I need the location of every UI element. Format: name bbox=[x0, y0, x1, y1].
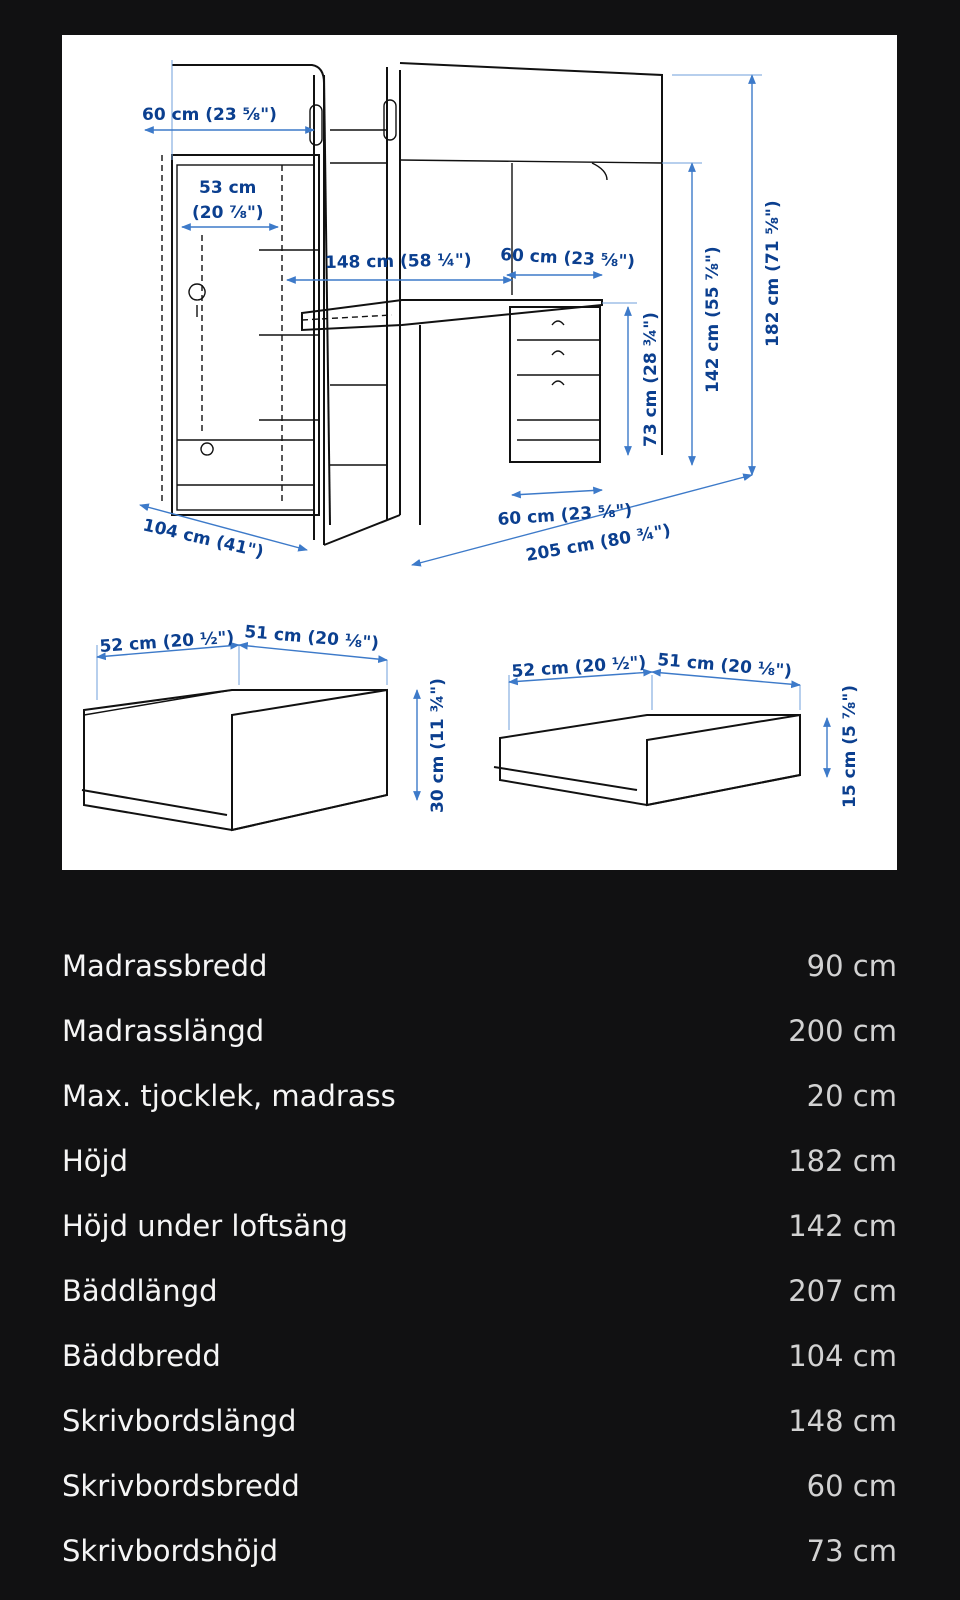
shelf-width-cm-label: 53 cm bbox=[199, 178, 257, 198]
dimension-lines bbox=[140, 60, 762, 565]
spec-value: 207 cm bbox=[788, 1273, 897, 1308]
top-width-label: 60 cm (23 ⅝") bbox=[142, 105, 277, 125]
dimension-labels bbox=[99, 105, 860, 813]
large-drawer-drawing bbox=[82, 645, 417, 830]
specification-list bbox=[62, 933, 897, 1583]
large-drawer-depth-label: 52 cm (20 ½") bbox=[98, 627, 235, 657]
spec-row-height-under-bed bbox=[62, 1193, 897, 1258]
desk-depth-label: 60 cm (23 ⅝") bbox=[496, 500, 633, 530]
spec-value: 200 cm bbox=[788, 1013, 897, 1048]
spec-row-desk-width bbox=[62, 1453, 897, 1518]
dimension-diagram bbox=[62, 35, 897, 870]
small-drawer-drawing bbox=[494, 672, 827, 805]
spec-row-height bbox=[62, 1128, 897, 1193]
spec-label: Bäddlängd bbox=[62, 1273, 218, 1308]
total-height-label: 182 cm (71 ⅝") bbox=[763, 200, 783, 347]
spec-label: Höjd under loftsäng bbox=[62, 1208, 348, 1243]
spec-value: 20 cm bbox=[806, 1078, 897, 1113]
total-length-label: 205 cm (80 ¾") bbox=[524, 520, 673, 566]
spec-row-mattress-length bbox=[62, 998, 897, 1063]
spec-row-bed-width bbox=[62, 1323, 897, 1388]
spec-value: 142 cm bbox=[788, 1208, 897, 1243]
small-drawer-width-label: 51 cm (20 ⅛") bbox=[656, 650, 793, 682]
spec-value: 182 cm bbox=[788, 1143, 897, 1178]
desk-top-width-label: 60 cm (23 ⅝") bbox=[499, 245, 636, 273]
spec-label: Skrivbordslängd bbox=[62, 1403, 297, 1438]
spec-label: Skrivbordshöjd bbox=[62, 1533, 279, 1568]
spec-value: 104 cm bbox=[788, 1338, 897, 1373]
spec-value: 90 cm bbox=[806, 948, 897, 983]
spec-row-mattress-width bbox=[62, 933, 897, 998]
spec-value: 60 cm bbox=[806, 1468, 897, 1503]
spec-label: Bäddbredd bbox=[62, 1338, 221, 1373]
spec-label: Max. tjocklek, madrass bbox=[62, 1078, 396, 1113]
total-width-label: 104 cm (41") bbox=[140, 515, 266, 563]
loft-bed-drawing bbox=[162, 63, 662, 545]
spec-label: Skrivbordsbredd bbox=[62, 1468, 300, 1503]
spec-label: Madrasslängd bbox=[62, 1013, 265, 1048]
spec-row-max-mattress-thickness bbox=[62, 1063, 897, 1128]
shelf-width-in-label: (20 ⅞") bbox=[192, 203, 264, 223]
spec-row-bed-length bbox=[62, 1258, 897, 1323]
desk-length-label: 148 cm (58 ¼") bbox=[324, 250, 472, 273]
large-drawer-width-label: 51 cm (20 ⅛") bbox=[243, 622, 380, 654]
spec-label: Madrassbredd bbox=[62, 948, 268, 983]
spec-row-desk-length bbox=[62, 1388, 897, 1453]
spec-row-desk-height bbox=[62, 1518, 897, 1583]
spec-value: 73 cm bbox=[806, 1533, 897, 1568]
spec-value: 148 cm bbox=[788, 1403, 897, 1438]
spec-label: Höjd bbox=[62, 1143, 129, 1178]
under-height-label: 142 cm (55 ⅞") bbox=[703, 246, 723, 393]
small-drawer-depth-label: 52 cm (20 ½") bbox=[510, 652, 647, 682]
small-drawer-height-label: 15 cm (5 ⅞") bbox=[840, 684, 860, 808]
large-drawer-height-label: 30 cm (11 ¾") bbox=[428, 678, 448, 813]
desk-height-label: 73 cm (28 ¾") bbox=[641, 312, 661, 447]
